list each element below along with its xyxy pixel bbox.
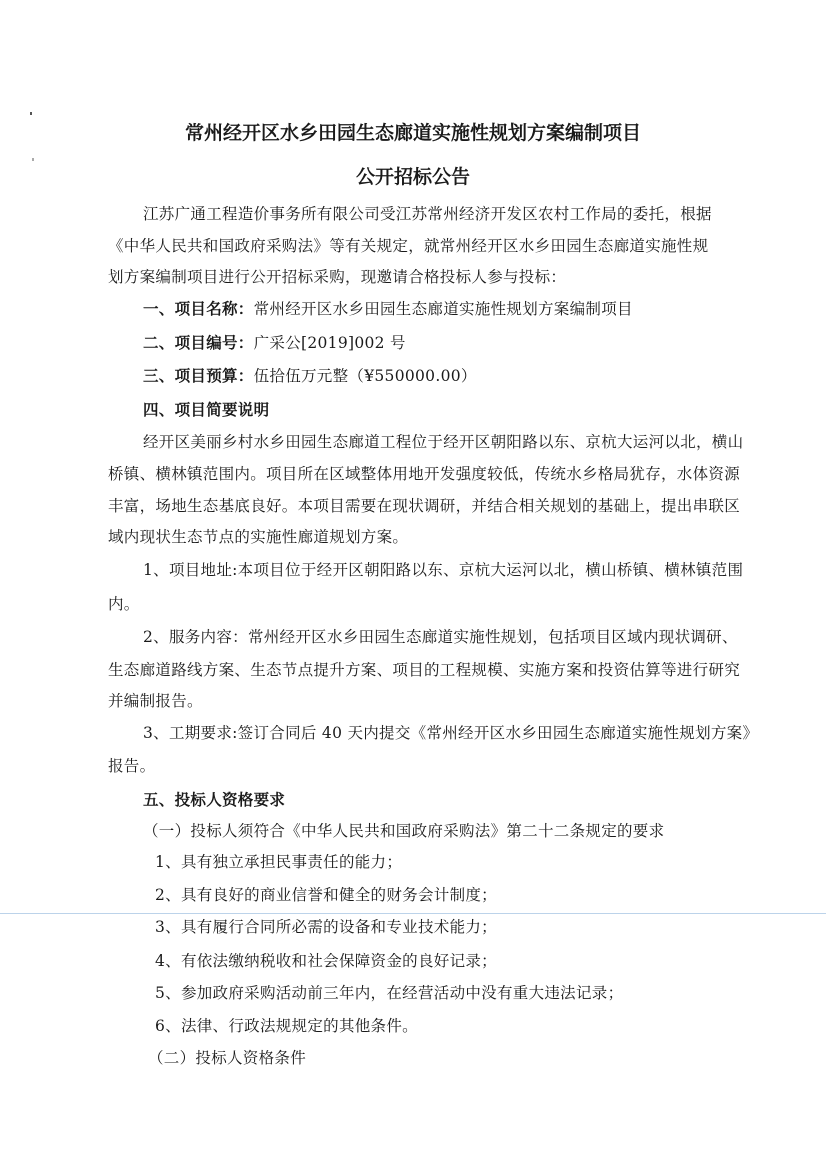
service-line: 2、服务内容：常州经开区水乡田园生态廊道实施性规划，包括项目区域内现状调研、 <box>143 628 738 646</box>
intro-line: 江苏广通工程造价事务所有限公司受江苏常州经济开发区农村工作局的委托，根据 <box>143 205 712 223</box>
requirement-item: 2、具有良好的商业信誉和健全的财务会计制度； <box>155 886 497 904</box>
document-subtitle: 公开招标公告 <box>355 166 470 188</box>
address-line: 1、项目地址:本项目位于经开区朝阳路以东、京杭大运河以北，横山桥镇、横林镇范围 <box>143 561 744 579</box>
section4-heading: 四、项目简要说明 <box>143 401 270 419</box>
schedule-line: 报告。 <box>108 757 156 775</box>
item-value: 伍拾伍万元整（¥550000.00） <box>253 367 477 385</box>
requirement-item: 4、有依法缴纳税收和社会保障资金的良好记录； <box>155 952 497 970</box>
address-line: 内。 <box>108 595 140 613</box>
intro-line: 《中华人民共和国政府采购法》等有关规定，就常州经开区水乡田园生态廊道实施性规 <box>108 237 709 255</box>
section5-heading: 五、投标人资格要求 <box>143 791 286 809</box>
desc-line: 桥镇、横林镇范围内。项目所在区域整体用地开发强度较低，传统水乡格局犹存，水体资源 <box>108 465 741 483</box>
service-line: 生态廊道路线方案、生态节点提升方案、项目的工程规模、实施方案和投资估算等进行研究 <box>108 661 741 679</box>
project-name-item <box>143 299 633 319</box>
project-number-item <box>143 333 406 353</box>
desc-line: 丰富，场地生态基底良好。本项目需要在现状调研，并结合相关规划的基础上，提出串联区 <box>108 497 741 515</box>
scan-artifact-line <box>0 913 826 914</box>
subsection-1: （一）投标人须符合《中华人民共和国政府采购法》第二十二条规定的要求 <box>143 822 665 840</box>
requirement-item: 6、法律、行政法规规定的其他条件。 <box>155 1017 418 1035</box>
schedule-line: 3、工期要求:签订合同后 40 天内提交《常州经开区水乡田园生态廊道实施性规划方案》 <box>143 724 759 742</box>
desc-line: 经开区美丽乡村水乡田园生态廊道工程位于经开区朝阳路以东、京杭大运河以北，横山 <box>143 433 744 451</box>
item-label: 三、项目预算： <box>143 367 254 385</box>
requirement-item: 1、具有独立承担民事责任的能力； <box>155 853 403 871</box>
subsection-2: （二）投标人资格条件 <box>148 1049 307 1067</box>
desc-line: 域内现状生态节点的实施性廊道规划方案。 <box>108 528 409 546</box>
item-value: 常州经开区水乡田园生态廊道实施性规划方案编制项目 <box>253 300 633 318</box>
service-line: 并编制报告。 <box>108 692 203 710</box>
scan-speck <box>32 158 34 161</box>
requirement-item: 3、具有履行合同所必需的设备和专业技术能力； <box>155 918 497 936</box>
scan-speck <box>30 112 32 115</box>
item-value: 广采公[2019]002 号 <box>253 334 406 352</box>
requirement-item: 5、参加政府采购活动前三年内，在经营活动中没有重大违法记录； <box>155 984 624 1002</box>
document-title: 常州经开区水乡田园生态廊道实施性规划方案编制项目 <box>184 122 641 144</box>
project-budget-item <box>143 366 477 386</box>
item-label: 一、项目名称： <box>143 300 254 318</box>
item-label: 二、项目编号： <box>143 334 254 352</box>
intro-line: 划方案编制项目进行公开招标采购，现邀请合格投标人参与投标： <box>108 268 567 286</box>
